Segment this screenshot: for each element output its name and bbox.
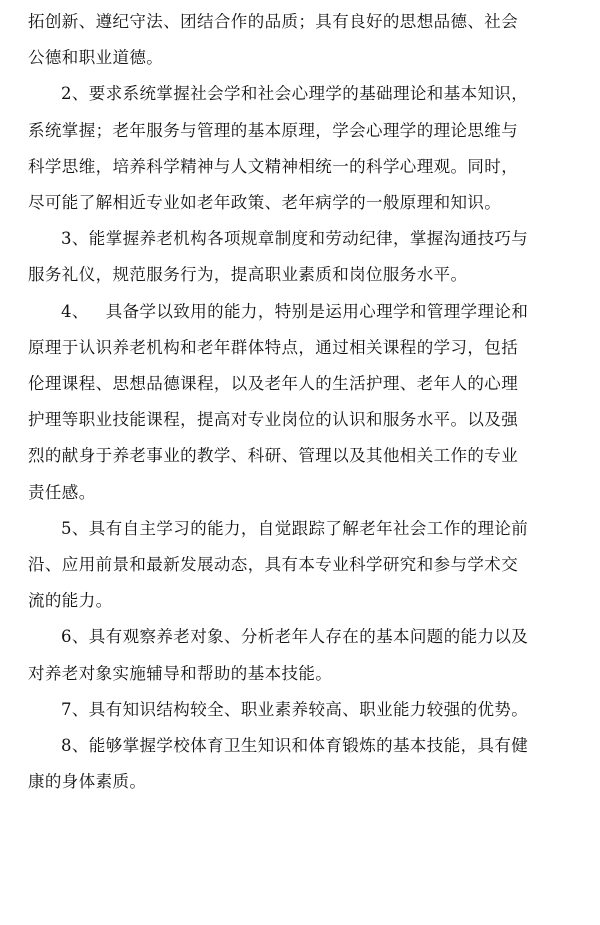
paragraph-3 (28, 221, 576, 293)
paragraph-1 (28, 4, 576, 76)
paragraph-6 (28, 619, 576, 691)
text-line: 7、具有知识结构较全、职业素养较高、职业能力较强的优势。 (61, 699, 529, 719)
text-line: 4、 具备学以致用的能力，特别是运用心理学和管理学理论和 (61, 301, 529, 321)
paragraph-4 (28, 294, 576, 511)
text-line: 拓创新、遵纪守法、团结合作的品质；具有良好的思想品德、社会 (28, 12, 519, 31)
paragraph-8 (28, 728, 576, 800)
text-line: 5、具有自主学习的能力，自觉跟踪了解老年社会工作的理论前 (61, 518, 529, 538)
text-line: 烈的献身于养老事业的教学、科研、管理以及其他相关工作的专业 (28, 446, 519, 466)
text-line: 科学思维，培养科学精神与人文精神相统一的科学心理观。同时， (28, 156, 519, 176)
text-line: 护理等职业技能课程，提高对专业岗位的认识和服务水平。以及强 (28, 410, 519, 430)
text-line: 8、能够掌握学校体育卫生知识和体育锻炼的基本技能，具有健 (61, 736, 529, 756)
text-line: 公德和职业道德。 (28, 48, 164, 68)
text-line: 尽可能了解相近专业如老年政策、老年病学的一般原理和知识。 (28, 193, 502, 213)
text-line: 沿、应用前景和最新发展动态，具有本专业科学研究和参与学术交 (28, 555, 519, 575)
text-line: 流的能力。 (28, 591, 113, 611)
text-line: 服务礼仪，规范服务行为，提高职业素质和岗位服务水平。 (28, 265, 468, 285)
text-line: 责任感。 (28, 482, 96, 502)
paragraph-2 (28, 76, 576, 221)
paragraph-5 (28, 511, 576, 620)
paragraph-7 (28, 692, 576, 728)
text-line: 伦理课程、思想品德课程，以及老年人的生活护理、老年人的心理 (28, 374, 519, 394)
text-line: 2、要求系统掌握社会学和社会心理学的基础理论和基本知识， (61, 84, 529, 104)
text-line: 6、具有观察养老对象、分析老年人存在的基本问题的能力以及 (61, 627, 529, 647)
text-line: 原理于认识养老机构和老年群体特点，通过相关课程的学习，包括 (28, 337, 519, 357)
text-line: 对养老对象实施辅导和帮助的基本技能。 (28, 663, 333, 683)
text-line: 系统掌握；老年服务与管理的基本原理，学会心理学的理论思维与 (28, 120, 519, 140)
text-line: 3、能掌握养老机构各项规章制度和劳动纪律，掌握沟通技巧与 (61, 229, 529, 249)
text-line: 康的身体素质。 (28, 772, 147, 792)
